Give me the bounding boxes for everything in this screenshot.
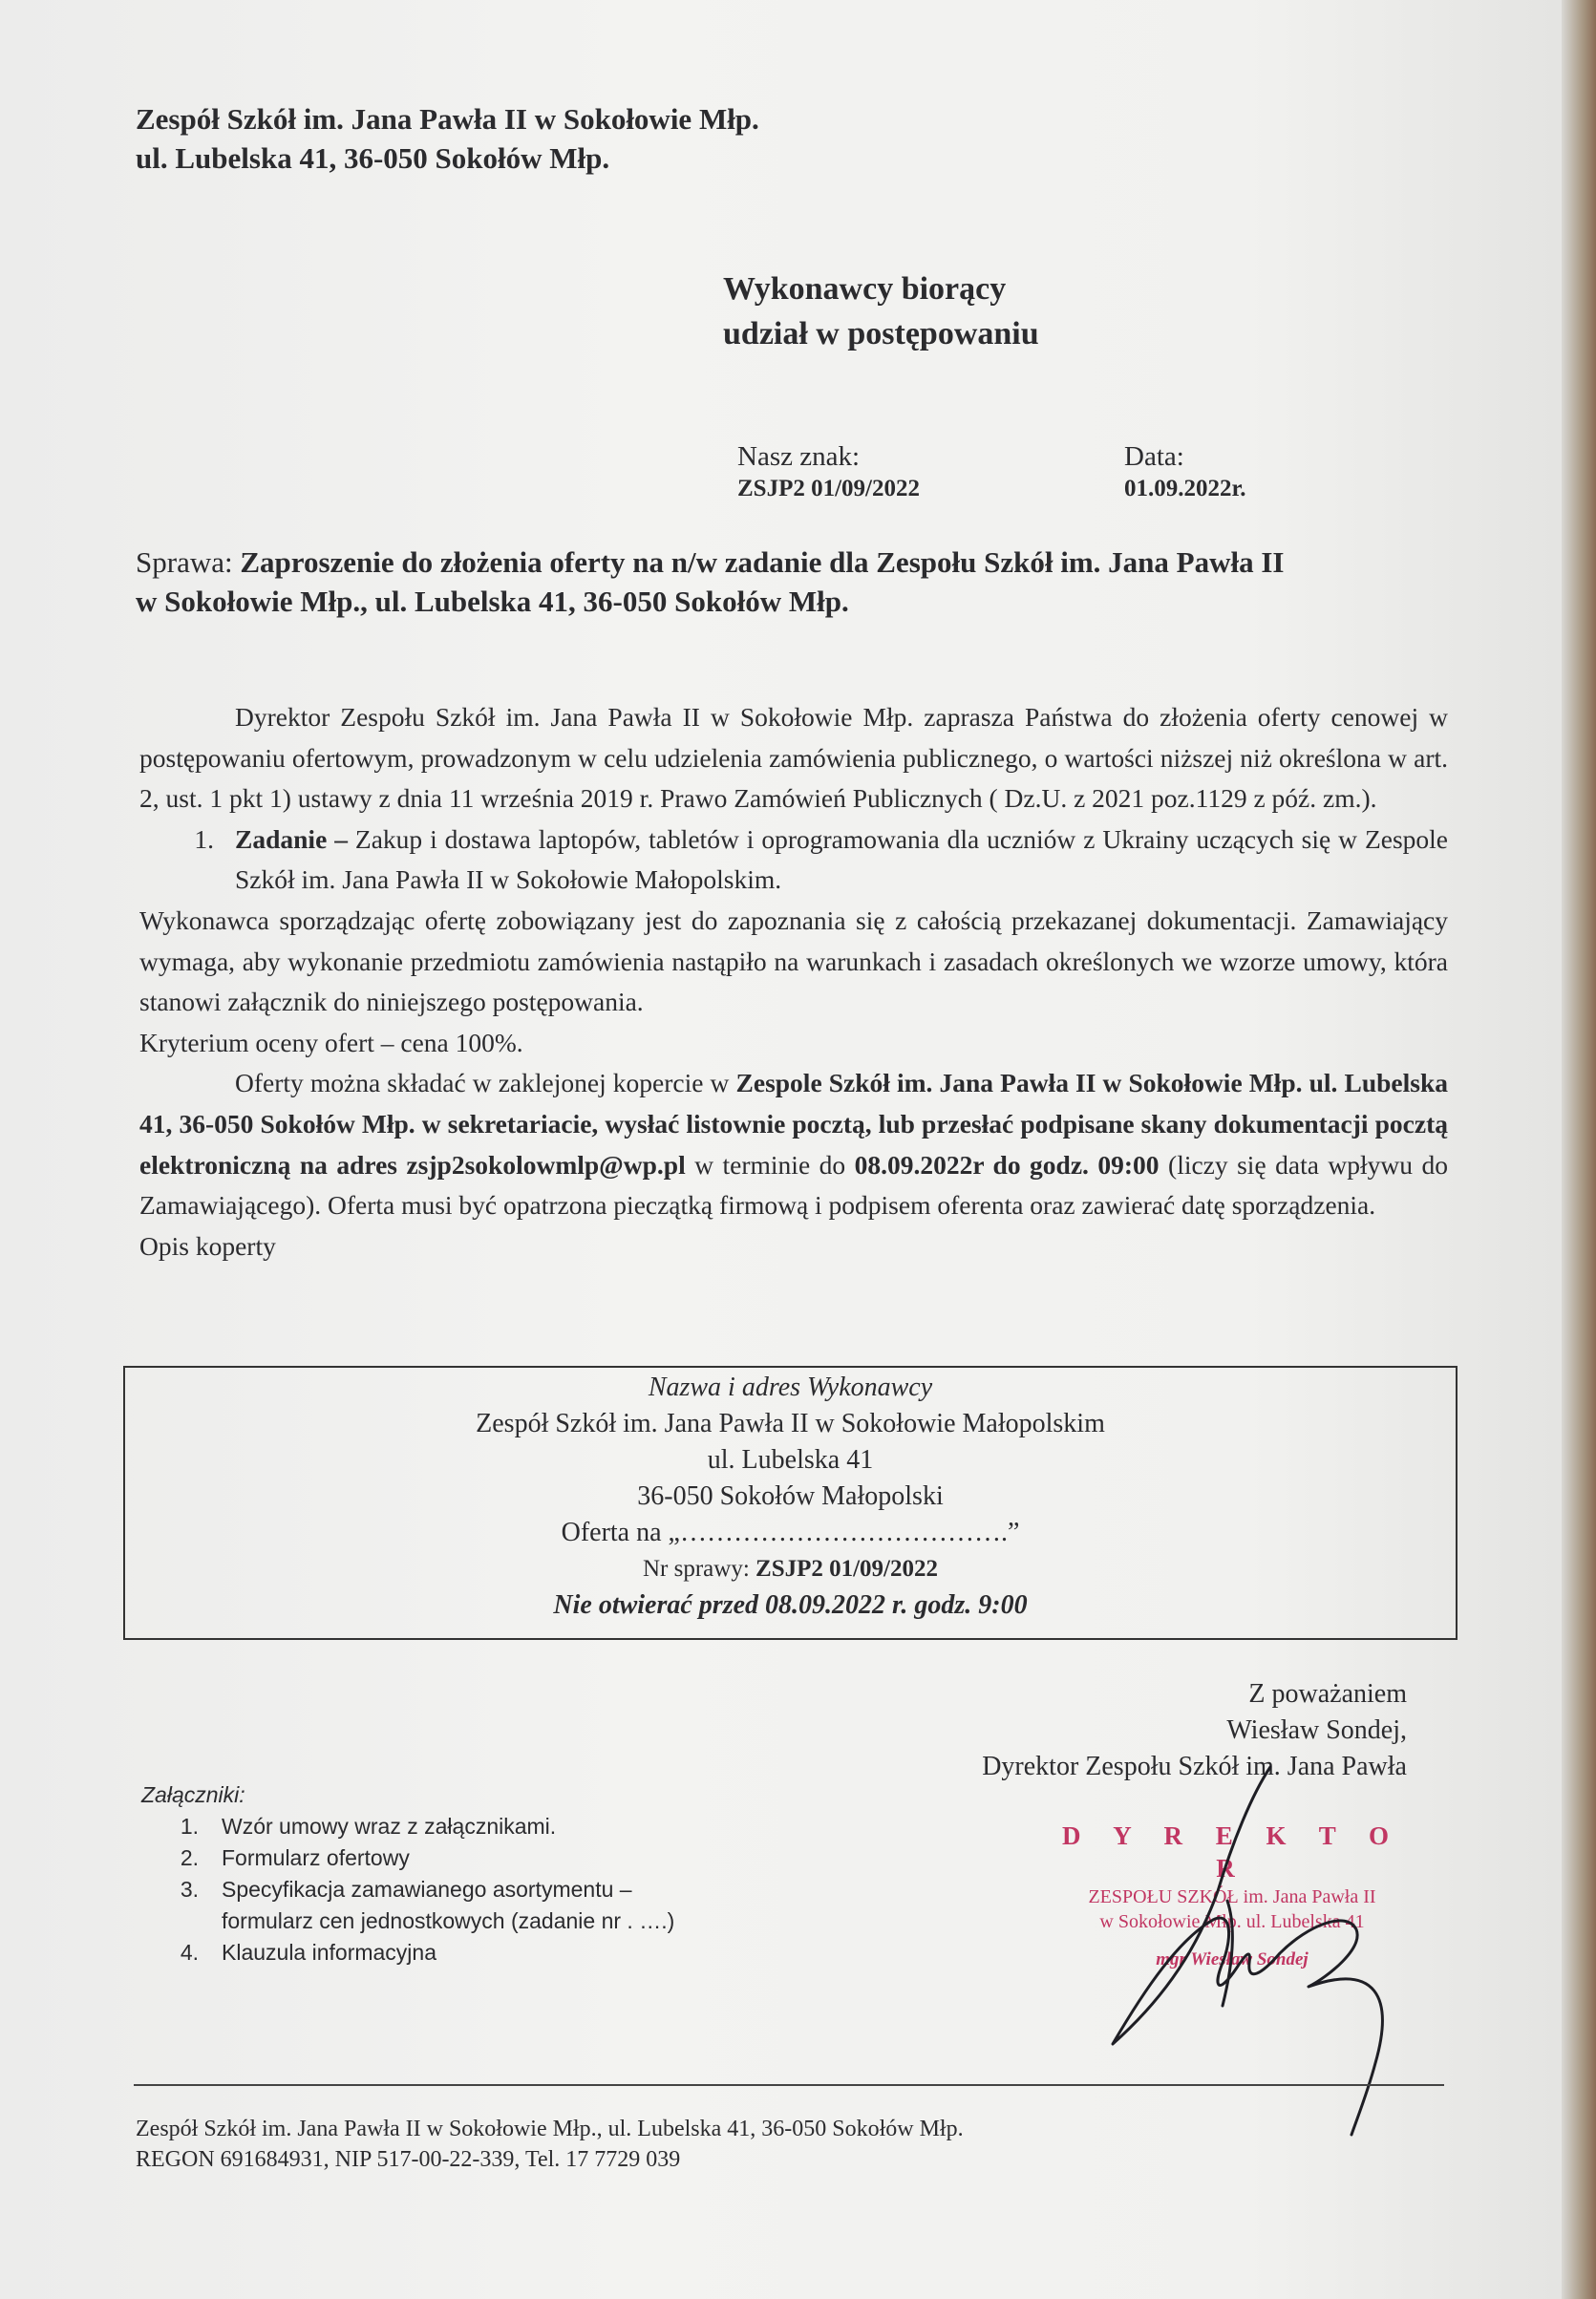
attachment-text: Formularz ofertowy: [222, 1845, 410, 1870]
submission-text-start: Oferty można składać w zaklejonej kopercie w: [235, 1068, 736, 1098]
requirements-paragraph: Wykonawca sporządzając ofertę zobowiązany jest do zapoznania się z całością przekazanej dokumentacji. Zamawiający wymaga, aby wykonanie przedmiotu zamówienia nastąpiło na warunkach i zasadach określonych we wzorze umowy, która stanowi załącznik do niniejszego postępowania.: [139, 905, 1448, 1017]
reference-date: [1124, 440, 1246, 505]
footer-registry: REGON 691684931, NIP 517-00-22-339, Tel. 17 7729 039: [136, 2147, 681, 2172]
attachment-text: Klauzula informacyjna: [222, 1940, 437, 1965]
subject-line-2: w Sokołowie Młp., ul. Lubelska 41, 36-050 Sokołów Młp.: [136, 585, 849, 618]
criterion-paragraph: Kryterium oceny ofert – cena 100%.: [139, 1027, 523, 1057]
attachment-number: 1.: [180, 1814, 199, 1839]
envelope-case: [125, 1551, 1456, 1587]
closing-regards: Z poważaniem: [1248, 1679, 1407, 1709]
attachment-text: Wzór umowy wraz z załącznikami.: [222, 1814, 557, 1839]
subject-label: Sprawa:: [136, 545, 233, 579]
reference-date-value: 01.09.2022r.: [1124, 476, 1246, 501]
letterhead-school-name: Zespół Szkół im. Jana Pawła II w Sokołowie Młp.: [136, 102, 759, 136]
submission-address: Zespole Szkół im. Jana Pawła II w Sokołowie Młp. ul. Lubelska 41, 36-050 Sokołów Młp. w sekretariacie, wysłać listownie pocztą, lub przesłać podpisane skany dokumentacji pocztą elektroniczną na adres zsjp2sokolowmlp@wp.pl: [139, 1068, 1448, 1180]
handwritten-signature: [1089, 1757, 1414, 2139]
intro-paragraph: Dyrektor Zespołu Szkół im. Jana Pawła II w Sokołowie Młp. zaprasza Państwa do złożenia oferty cenowej w postępowaniu ofertowym, prowadzonym w celu udzielenia zamówienia publicznego, o wartości niższej niż określona w art. 2, ust. 1 pkt 1) ustawy z dnia 11 września 2019 r. Prawo Zamówień Publicznych ( Dz.U. z 2021 poz.1129 z póź. zm.).: [139, 702, 1448, 814]
envelope-title: Nazwa i adres Wykonawcy: [648, 1373, 933, 1402]
closing-title: Dyrektor Zespołu Szkół im. Jana Pawła: [982, 1752, 1407, 1781]
envelope-offer: Oferta na „……………………………….”: [561, 1518, 1020, 1547]
letterhead: [136, 99, 759, 178]
attachment-number: 4.: [180, 1940, 199, 1965]
task-list-item: [139, 820, 1448, 901]
envelope-line-1: Zespół Szkół im. Jana Pawła II w Sokołowie Małopolskim: [476, 1409, 1105, 1438]
envelope-warning: Nie otwierać przed 08.09.2022 r. godz. 9:00: [553, 1590, 1028, 1620]
envelope-label: Opis koperty: [139, 1230, 276, 1261]
reference-sign: [737, 440, 920, 505]
attachment-number: [141, 1905, 222, 1937]
attachments-list: [141, 1779, 674, 1969]
footer: [136, 2114, 964, 2175]
subject-line-1: Zaproszenie do złożenia oferty na n/w zadanie dla Zespołu Szkół im. Jana Pawła II: [240, 545, 1285, 579]
attachment-item: [141, 1937, 674, 1969]
task-number: 1.: [194, 823, 214, 854]
submission-text-end: (liczy się data wpływu do Zamawiającego). Oferta musi być opatrzona pieczątką firmową i podpisem oferenta oraz zawierać datę sporządzenia.: [139, 1149, 1448, 1221]
task-label: Zadanie –: [235, 823, 348, 854]
subject-block: [136, 543, 1454, 621]
letter-body: [139, 697, 1448, 1267]
attachments-label: Załączniki:: [141, 1782, 245, 1807]
letterhead-address: ul. Lubelska 41, 36-050 Sokołów Młp.: [136, 141, 610, 175]
attachment-text: formularz cen jednostkowych (zadanie nr . ….): [222, 1908, 675, 1933]
envelope-case-label: Nr sprawy:: [642, 1556, 756, 1582]
task-text: Zakup i dostawa laptopów, tabletów i oprogramowania dla uczniów z Ukrainy uczących się w Zespole Szkół im. Jana Pawła II w Sokołowie Małopolskim.: [235, 823, 1448, 895]
footer-address: Zespół Szkół im. Jana Pawła II w Sokołowie Młp., ul. Lubelska 41, 36-050 Sokołów Młp.: [136, 2117, 964, 2141]
closing-name: Wiesław Sondej,: [1226, 1715, 1407, 1745]
attachment-number: 3.: [180, 1877, 199, 1902]
footer-divider: [134, 2084, 1444, 2086]
attachment-item: [141, 1842, 674, 1874]
attachment-item: [141, 1811, 674, 1842]
envelope-line-2: ul. Lubelska 41: [707, 1445, 874, 1475]
stamp-line-1: ZESPOŁU SZKÓŁ im. Jana Pawła II: [1088, 1886, 1376, 1907]
attachment-number: 2.: [180, 1845, 199, 1870]
attachment-text: Specyfikacja zamawianego asortymentu –: [222, 1877, 632, 1902]
reference-sign-value: ZSJP2 01/09/2022: [737, 476, 920, 501]
stamp-signature-name: mgr Wiesław Sondej: [1156, 1949, 1309, 1969]
reference-sign-label: Nasz znak:: [737, 441, 861, 472]
submission-paragraph: [139, 1063, 1448, 1225]
attachment-item: [141, 1874, 674, 1905]
page-edge-background: [1562, 0, 1596, 2299]
recipient-block: [723, 266, 1039, 356]
attachment-item: [141, 1905, 674, 1937]
recipient-line-2: udział w postępowaniu: [723, 316, 1039, 351]
recipient-line-1: Wykonawcy biorący: [723, 271, 1007, 307]
reference-date-label: Data:: [1124, 441, 1184, 472]
submission-text-mid: w terminie do: [685, 1149, 855, 1180]
envelope-description-box: [123, 1366, 1458, 1640]
submission-deadline: 08.09.2022r do godz. 09:00: [854, 1149, 1160, 1180]
stamp-title: D Y R E K T O R: [1061, 1821, 1403, 1883]
envelope-case-value: ZSJP2 01/09/2022: [755, 1556, 939, 1582]
stamp-line-2: w Sokołowie Młp. ul. Lubelska 41: [1099, 1911, 1365, 1932]
envelope-line-3: 36-050 Sokołów Małopolski: [637, 1481, 944, 1511]
